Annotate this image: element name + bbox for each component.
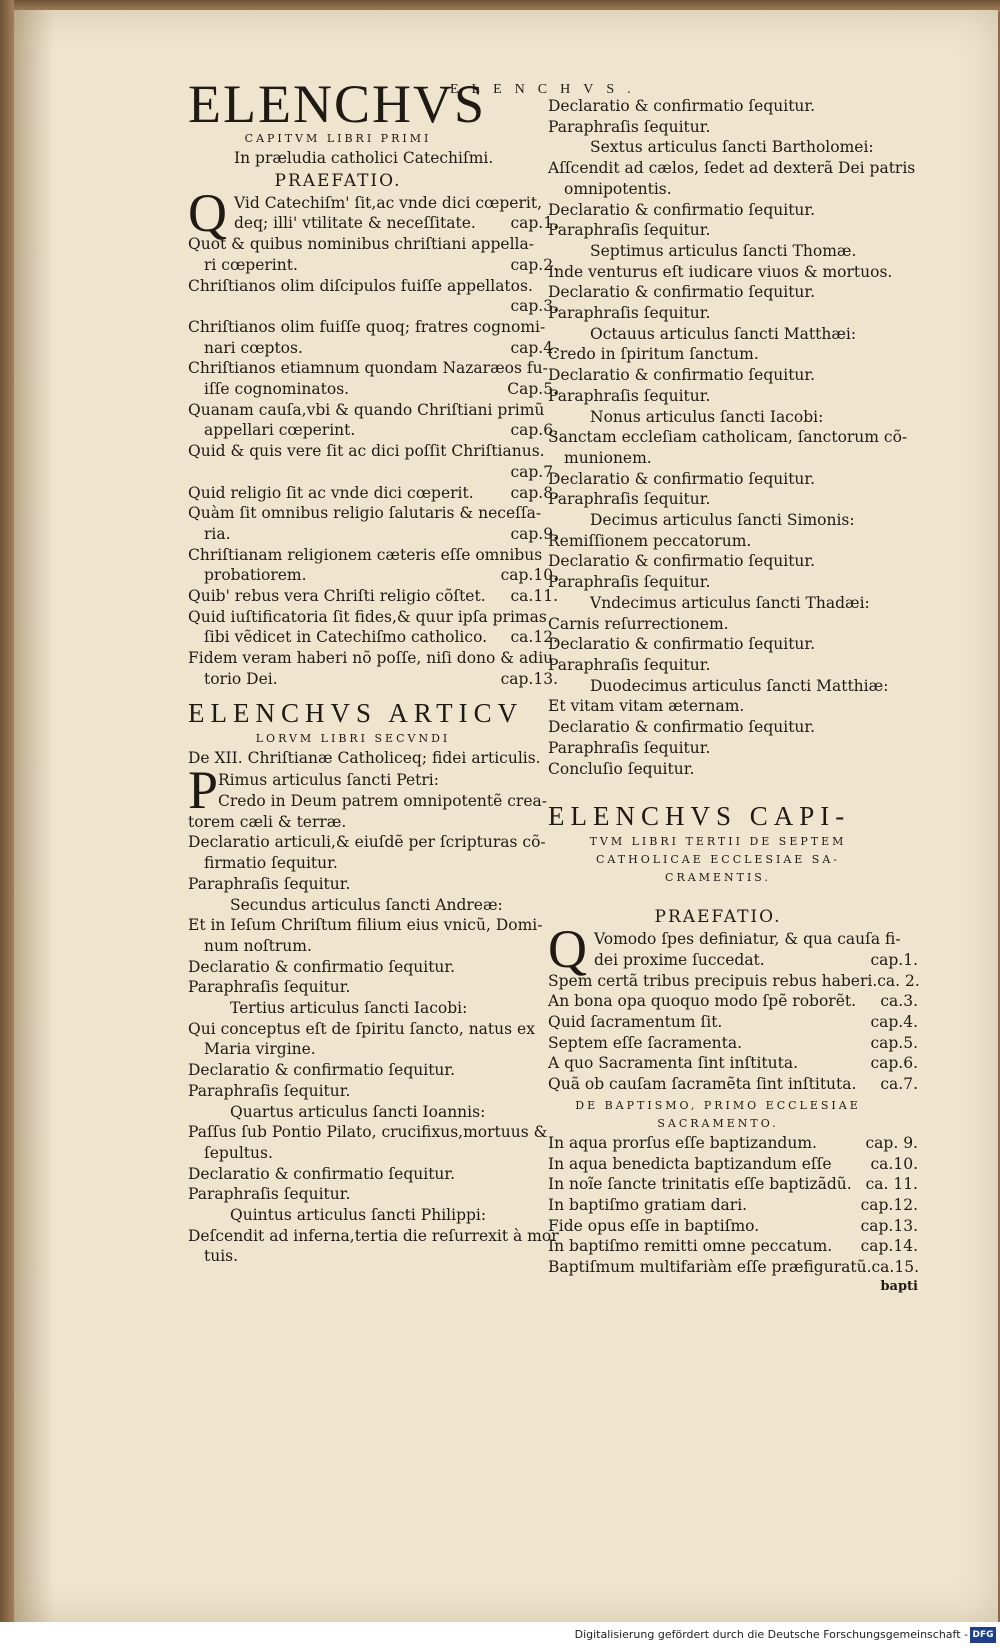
chapter-ref: ca. 11. [865,1175,918,1194]
article-line: Declaratio articuli,& eiuſdẽ per ſcripturas cõ- [188,833,546,852]
entry-line: Vid Catechiſm' ſit,ac vnde dici cœperit, [234,193,543,212]
chapter-ref: cap.9. [510,524,558,543]
chapter-entry: Fide opus eſſe in baptiſmo. cap.13. [548,1216,918,1235]
scan-edge-left [0,0,14,1650]
chapter-entry: Quid iuſtificatoria ſit fides,& quur ipſa primas [188,607,547,626]
chapter-ref: cap.10. [500,566,558,585]
chapter-entry [188,296,558,317]
article-line: Paraphraſis ſequitur. [548,738,711,757]
subtitle-book-three-line-1: TVM LIBRI TERTII DE SEPTEM [589,835,847,849]
chapter-entry: Quid religio ſit ac vnde dici cœperit. cap.8. [188,483,558,502]
article-line: Aſſcendit ad cælos, ſedet ad dexterã Dei patris [548,159,916,178]
dropcap-paragraph-3 [548,919,918,980]
baptism-heading-line-2: SACRAMENTO. [657,1116,779,1130]
dropcap-paragraph-1 [188,182,558,243]
article-heading: Septimus articulus ſancti Thomæ. [590,241,857,260]
chapter-entry: torio Dei. cap.13. [204,669,558,688]
article-heading: Decimus articulus ſancti Simonis: [590,511,855,530]
chapter-ref: ca. 2. [877,971,920,990]
chapter-entry: An bona opa quoquo modo ſpẽ roborẽt. ca.3. [548,992,918,1011]
dropcap-letter: Q [188,182,227,243]
chapter-entry: iſſe cognominatos. Cap.5. [204,380,558,399]
article-line: Remiſſionem peccatorum. [548,531,752,550]
article-line: Paraphraſis ſequitur. [548,221,711,240]
chapter-ref: cap.13. [860,1216,918,1235]
article-line: munionem. [564,448,652,467]
article-line: Et in Ieſum Chriſtum filium eius vnicũ, Domi- [188,916,543,935]
chapter-ref: Cap.5. [507,380,558,399]
chapter-entry: Quàm ſit omnibus religio ſalutaris & neceſſa- [188,504,542,523]
article-line: Declaratio & confirmatio ſequitur. [548,635,816,654]
article-line: firmatio ſequitur. [204,854,338,873]
article-line: Paraphraſis ſequitur. [548,573,711,592]
chapter-ref: cap.5. [870,1033,918,1052]
article-heading: Nonus articulus ſancti Iacobi: [590,407,824,426]
article-line: Declaratio & confirmatio ſequitur. [188,1061,456,1080]
article-line: Paraphraſis ſequitur. [188,874,351,893]
right-column [548,96,918,1296]
article-line: Paraphraſis ſequitur. [548,304,711,323]
entry-line: dei proxime ſuccedat. cap.1. [594,950,918,969]
chapter-entry: Quanam cauſa,vbi & quando Chriſtiani primũ [188,400,545,419]
chapter-ref: cap.4. [510,338,558,357]
article-heading: Octauus articulus ſancti Matthæi: [590,324,857,343]
chapter-entry: ri cœperint. cap.2. [204,255,558,274]
chapter-ref: ca.7. [880,1075,918,1094]
title-book-two: ELENCHVS ARTICV [188,697,524,728]
article-line: Declaratio & confirmatio ſequitur. [548,469,816,488]
article-line: Inde venturus eſt iudicare viuos & mortuos. [548,262,893,281]
chapter-ref: cap.6. [870,1054,918,1073]
chapter-entry: ria. cap.9. [204,524,558,543]
chapter-ref: ca.15. [871,1258,919,1277]
chapter-entry: ſibi vẽdicet in Catechiſmo catholico. ca.12. [204,628,558,647]
chapter-entry: Quib' rebus vera Chriſti religio cõſtet. ca.11. [188,587,558,606]
chapter-ref: ca.3. [880,992,918,1011]
chapter-entry: Septem eſſe ſacramenta. cap.5. [548,1033,918,1052]
entry-line: deq; illi' vtilitate & neceſſitate. cap.1. [234,214,558,233]
article-line: Paraphraſis ſequitur. [188,1081,351,1100]
article-line: Declaratio & confirmatio ſequitur. [188,1164,456,1183]
article-line: Paraphraſis ſequitur. [548,386,711,405]
chapter-list-book-one [188,234,558,689]
article-line: Paraphraſis ſequitur. [188,978,351,997]
dfg-logo: DFG [970,1627,996,1643]
catchword: bapti [880,1278,918,1294]
chapter-ref: ca.10. [870,1154,918,1173]
dropcap-paragraph-2 [188,760,558,821]
chapter-entry: Chriſtianam religionem cæteris eſſe omnibus [188,545,543,564]
running-head: ELENCHVS. [450,82,644,97]
chapter-entry: Chriſtianos etiamnum quondam Nazaræos fu- [188,359,548,378]
chapter-ref: cap.14. [860,1237,918,1256]
chapter-entry: Chriſtianos olim fuiſſe quoq; fratres cognomi- [188,317,546,336]
article-line: Declaratio & confirmatio ſequitur. [548,97,816,115]
intro-line: In præludia catholici Catechiſmi. [234,149,494,167]
chapter-ref: cap.4. [870,1013,918,1032]
chapter-ref: ca.12. [510,628,558,647]
article-line: torem cæli & terræ. [188,812,347,831]
article-line: Paſſus ſub Pontio Pilato, crucifixus,mortuus & [188,1123,548,1142]
article-line: Qui conceptus eſt de ſpiritu ſancto, natus ex [188,1019,535,1038]
article-line: Declaratio & confirmatio ſequitur. [548,200,816,219]
page-gutter-shadow [14,10,54,1622]
chapter-entry: Quot & quibus nominibus chriſtiani appella- [188,235,534,254]
chapter-ref: cap.8. [510,483,558,502]
chapter-entry: Quid ſacramentum ſit. cap.4. [548,1013,918,1032]
footer-credit: Digitalisierung gefördert durch die Deutsche Forschungsgemeinschaft - [574,1628,968,1641]
chapter-ref: cap.13. [500,669,558,688]
chapter-entry: In baptiſmo remitti omne peccatum. cap.14. [548,1237,918,1256]
chapter-entry [188,462,558,483]
article-heading: Secundus articulus ſancti Andreæ: [230,895,503,914]
article-line: Rimus articulus ſancti Petri: [218,771,439,790]
article-line: Declaratio & confirmatio ſequitur. [548,366,816,385]
title-book-three: ELENCHVS CAPI- [548,801,851,832]
article-line: ſepultus. [204,1143,273,1162]
chapter-entry: In baptiſmo gratiam dari. cap.12. [548,1195,918,1214]
article-line: Paraphraſis ſequitur. [188,1185,351,1204]
article-line: Et vitam vitam æternam. [548,697,745,716]
chapter-list-baptism [548,1133,918,1278]
article-line: Credo in ſpiritum ſanctum. [548,345,759,364]
article-line: Declaratio & confirmatio ſequitur. [188,957,456,976]
article-line: num noſtrum. [204,936,312,955]
article-line: Declaratio & confirmatio ſequitur. [548,552,816,571]
article-list-right [548,96,918,779]
chapter-entry: probatiorem. cap.10. [204,566,558,585]
chapter-ref: cap.6. [510,421,558,440]
article-heading: Quartus articulus ſancti Ioannis: [230,1102,486,1121]
article-heading: Duodecimus articulus ſancti Matthiæ: [590,676,889,695]
chapter-entry: Baptiſmum multifariàm eſſe præfiguratũ. ca.15. [548,1258,919,1277]
chapter-ref: cap.2. [510,255,558,274]
article-heading: Tertius articulus ſancti Iacobi: [230,999,468,1018]
praefatio-heading-book-three: PRAEFATIO. [654,907,782,928]
chapter-ref: ca.11. [510,587,558,606]
footer-bar [0,1622,1000,1650]
article-line: omnipotentis. [564,179,672,198]
article-list-left [188,812,558,1267]
article-line: Paraphraſis ſequitur. [548,117,711,136]
article-heading: Vndecimus articulus ſancti Thadæi: [590,593,870,612]
article-line: Sanctam eccleſiam catholicam, ſanctorum cõ- [548,428,908,447]
subtitle-book-two: LORVM LIBRI SECVNDI [255,731,451,745]
dropcap-letter: P [188,760,219,821]
praefatio-heading: PRAEFATIO. [274,170,402,191]
chapter-entry: In aqua prorſus eſſe baptizandum. cap. 9. [548,1133,918,1152]
chapter-entry: nari cœptos. cap.4. [204,338,558,357]
article-line: Paraphraſis ſequitur. [548,490,711,509]
chapter-list-book-three [548,971,918,1095]
chapter-entry: In aqua benedicta baptizandum eſſe ca.10. [548,1154,918,1173]
intro-line-book-two: De XII. Chriſtianæ Catholiceq; fidei articulis. [188,748,541,767]
article-line: Maria virgine. [204,1040,316,1059]
chapter-entry: Quã ob cauſam ſacramẽta ſint inſtituta. ca.7. [548,1075,918,1094]
chapter-entry: Quid & quis vere ſit ac dici poſſit Chriſtianus. [188,442,545,461]
entry-line: Vomodo ſpes definiatur, & qua cauſa fi- [594,930,901,949]
chapter-ref: cap.3. [510,297,558,316]
article-line: Paraphraſis ſequitur. [548,655,711,674]
article-line: Carnis reſurrectionem. [548,614,729,633]
chapter-entry: In noĩe ſancte trinitatis eſſe baptizãdũ. ca. 11. [548,1175,918,1194]
article-line: tuis. [204,1247,239,1266]
article-line: Declaratio & confirmatio ſequitur. [548,283,816,302]
chapter-ref: cap.7. [510,462,558,481]
chapter-ref: cap.12. [860,1195,918,1214]
title-book-one: ELENCHVS [188,74,486,134]
baptism-heading-line-1: DE BAPTISMO, PRIMO ECCLESIAE [575,1098,861,1112]
dropcap-letter: Q [548,919,587,980]
chapter-ref: cap. 9. [865,1133,918,1152]
chapter-entry: appellari cœperint. cap.6. [204,421,558,440]
article-line: Deſcendit ad inferna,tertia die reſurrexit à mor [188,1226,559,1245]
subtitle-book-three-line-2: CATHOLICAE ECCLESIAE SA- [596,853,840,867]
left-column [188,74,559,1267]
article-heading: Sextus articulus ſancti Bartholomei: [590,138,874,157]
article-heading: Quintus articulus ſancti Philippi: [230,1206,487,1225]
article-line: Declaratio & confirmatio ſequitur. [548,718,816,737]
subtitle-book-one: CAPITVM LIBRI PRIMI [244,132,432,145]
article-line: Credo in Deum patrem omnipotentẽ crea- [218,791,547,810]
chapter-entry: Chriſtianos olim diſcipulos fuiſſe appellatos. [188,276,533,295]
chapter-entry: Spem certã tribus precipuis rebus haberi. ca. 2. [548,971,920,990]
article-line: Concluſio ſequitur. [548,759,695,778]
chapter-entry: A quo Sacramenta ſint inſtituta. cap.6. [548,1054,918,1073]
subtitle-book-three-line-3: CRAMENTIS. [665,871,771,885]
chapter-entry: Fidem veram haberi nõ poſſe, niſi dono & adiu [188,649,554,668]
